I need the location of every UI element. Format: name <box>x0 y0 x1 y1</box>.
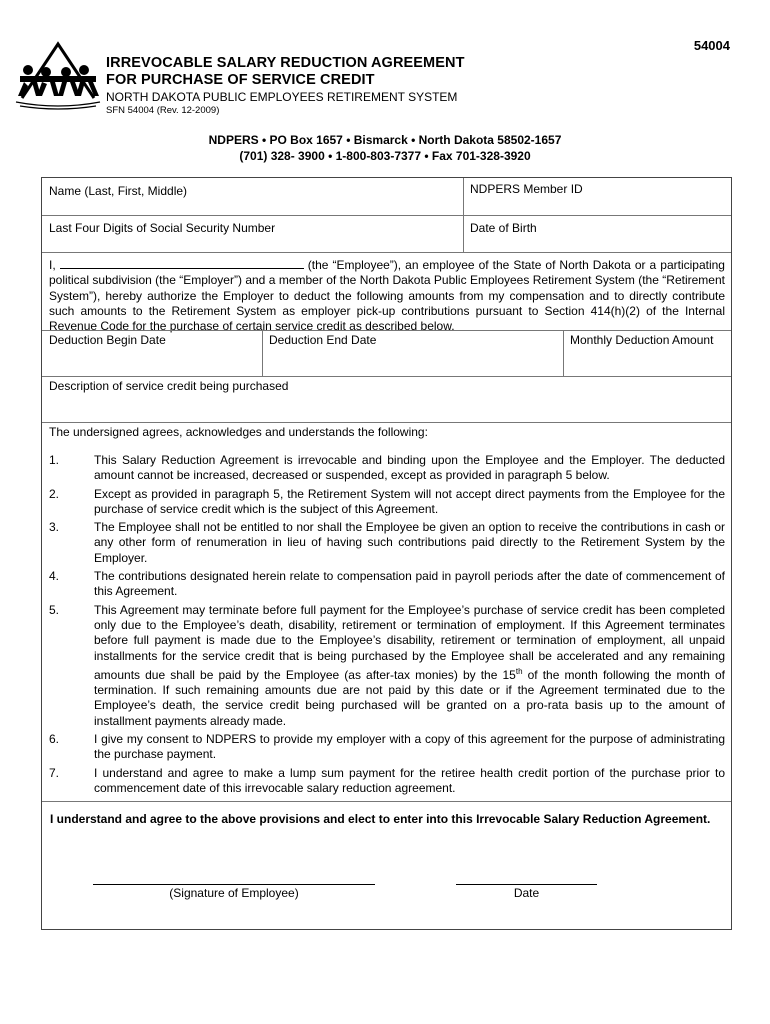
member-id-field[interactable]: NDPERS Member ID <box>470 182 583 196</box>
item-number: 6. <box>49 732 60 747</box>
contact-phone: (701) 328- 3900 • 1-800-803-7377 • Fax 701-328-3920 <box>239 149 531 163</box>
column-divider <box>563 330 564 376</box>
authorization-text: (the “Employee”), an employee of the State of North Dakota or a participating political subdivision (the “Employer”) and a member of the North Dakota Public Employees Retirement System (the “Retirement System”), hereby authorize the Employer to deduct the following amounts from my compensation and to directly contribute such amounts to the Retirement System as employer pick-up contributions pursuant to Section 414(h)(2) of the Internal Revenue Code for the purchase of certain service credit as described below. <box>49 258 725 334</box>
sfn-revision: SFN 54004 (Rev. 12-2009) <box>106 105 220 116</box>
dob-field[interactable]: Date of Birth <box>470 221 537 235</box>
item-text: The Employee shall not be entitled to nor shall the Employee be given an option to receive the contributions in cash or any other form of renumeration in lieu of having such contributions paid directly to the Retirement System by the Employer. <box>94 520 725 565</box>
column-divider <box>262 330 263 376</box>
row-divider <box>42 252 731 253</box>
employee-name-blank[interactable] <box>60 258 304 269</box>
item-text: I give my consent to NDPERS to provide my employer with a copy of this agreement for the purpose of administrating the purchase payment. <box>94 732 725 762</box>
item-text: The contributions designated herein relate to compensation paid in payroll periods after the date of commencement of this Agreement. <box>94 569 725 599</box>
list-item <box>49 732 725 763</box>
contact-address: NDPERS • PO Box 1657 • Bismarck • North Dakota 58502-1657 <box>208 133 562 147</box>
form-title-line2: FOR PURCHASE OF SERVICE CREDIT <box>106 72 375 88</box>
row-divider <box>42 376 731 377</box>
list-item <box>49 569 725 600</box>
item-number: 1. <box>49 453 60 467</box>
deduction-begin-field[interactable]: Deduction Begin Date <box>49 333 166 347</box>
item-text: This Salary Reduction Agreement is irrevocable and binding upon the Employee and the Employer. The deducted amount cannot be increased, decreased or suspended, except as provided in paragraph 5 below. <box>94 453 725 483</box>
form-number: 54004 <box>693 38 730 53</box>
row-divider <box>42 422 731 423</box>
deduction-end-field[interactable]: Deduction End Date <box>269 333 377 347</box>
row-divider <box>42 215 731 216</box>
list-item <box>49 766 725 797</box>
date-signature-line[interactable] <box>456 884 597 885</box>
employee-signature-line[interactable] <box>93 884 375 885</box>
form-title-line1: IRREVOCABLE SALARY REDUCTION AGREEMENT <box>106 55 465 71</box>
acknowledgement-statement: I understand and agree to the above provisions and elect to enter into this Irrevocable Salary Reduction Agreement. <box>50 812 711 826</box>
item-number: 4. <box>49 569 60 584</box>
authorization-prefix: I, <box>49 258 56 272</box>
date-signature-label: Date <box>513 886 540 900</box>
list-item <box>49 520 725 566</box>
terms-list <box>49 453 725 799</box>
authorization-paragraph <box>49 258 725 334</box>
column-divider <box>463 178 464 252</box>
item-text: This Agreement may terminate before full payment for the Employee’s purchase of service credit has been completed only due to the Employee’s death, disability, retirement or termination of employment. If this Agreement terminates before full payment is made due to the Employee’s disability, retirement or termination of employment, all unpaid installments for the service credit that is being purchased by the Employee shall be accelerated and any remaining amounts due shall be paid by the Employee (as after-tax monies) by the 15th of the month following the month of termination. If such remaining amounts due are not paid by this date or if the Agreement terminated due to the Employee’s death, the service credit being purchased will be granted on a pro-rata basis up to the amount of installment payments already made. <box>94 602 725 728</box>
item-number: 5. <box>49 602 60 617</box>
item-text: Except as provided in paragraph 5, the Retirement System will not accept direct payments from the Employee for the purchase of service credit which is the subject of this Agreement. <box>94 486 725 516</box>
monthly-amount-field[interactable]: Monthly Deduction Amount <box>570 333 714 347</box>
row-divider <box>42 330 731 331</box>
list-item <box>49 453 725 484</box>
agency-name: NORTH DAKOTA PUBLIC EMPLOYEES RETIREMENT SYSTEM <box>106 90 458 104</box>
list-item <box>49 603 725 729</box>
item-number: 3. <box>49 520 60 535</box>
item-number: 2. <box>49 486 60 501</box>
item-text: I understand and agree to make a lump sum payment for the retiree health credit portion of the purchase prior to commencement date of this irrevocable salary reduction agreement. <box>94 765 725 795</box>
form-body <box>41 177 732 930</box>
service-description-field[interactable]: Description of service credit being purchased <box>49 379 289 393</box>
row-divider <box>42 801 731 802</box>
ssn-field[interactable]: Last Four Digits of Social Security Number <box>49 221 276 235</box>
terms-intro: The undersigned agrees, acknowledges and understands the following: <box>49 425 428 439</box>
item-number: 7. <box>49 765 60 780</box>
name-field[interactable]: Name (Last, First, Middle) <box>49 184 188 198</box>
ndpers-logo-icon <box>14 40 102 112</box>
employee-signature-label: (Signature of Employee) <box>169 886 299 900</box>
list-item <box>49 487 725 518</box>
